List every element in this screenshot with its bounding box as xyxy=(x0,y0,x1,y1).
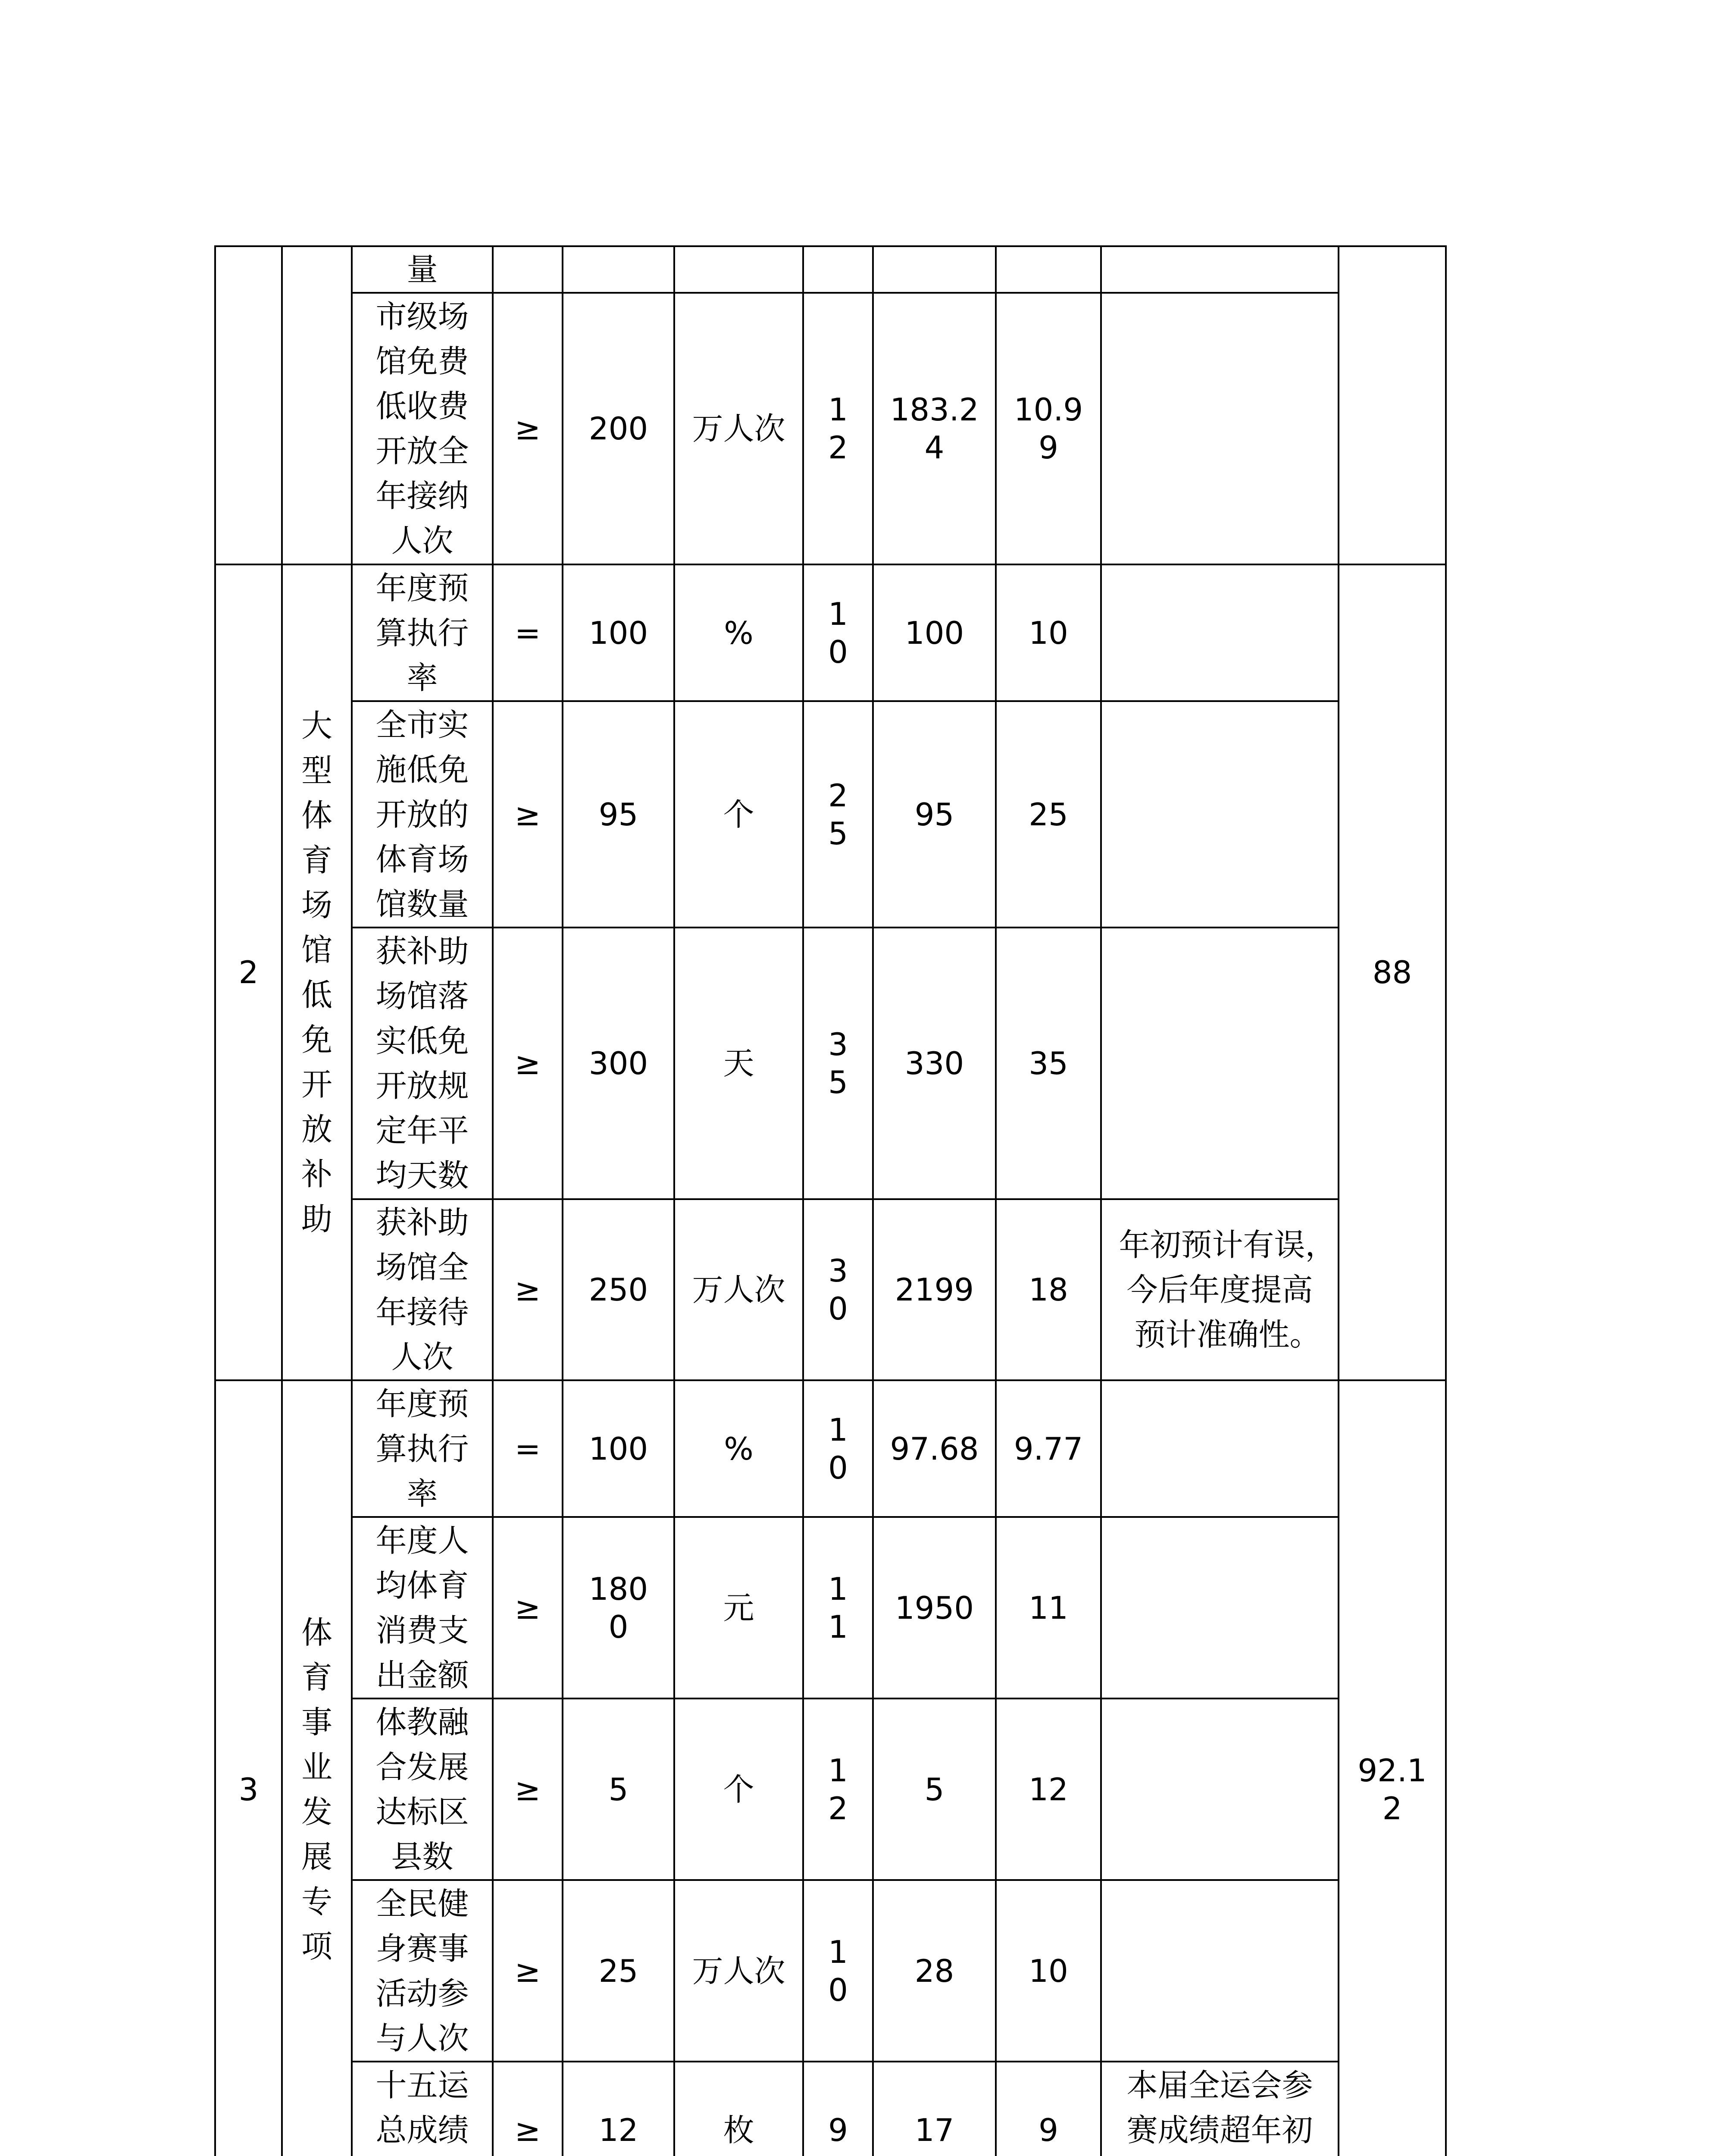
unit-cell xyxy=(674,1698,803,1880)
score: 18 xyxy=(1029,1272,1068,1308)
indicator-name: 获补助场馆全年接待人次 xyxy=(375,1204,469,1375)
unit: % xyxy=(724,614,754,651)
unit-cell xyxy=(674,701,803,928)
unit: 个 xyxy=(723,796,754,833)
empty-cell xyxy=(1101,701,1339,928)
actual-value-cell xyxy=(873,701,996,928)
score-cell xyxy=(996,701,1101,928)
total-score: 88 xyxy=(1372,954,1412,990)
performance-table xyxy=(214,245,1447,2156)
note-cell xyxy=(1101,2062,1339,2156)
target-value: 100 xyxy=(588,614,648,651)
unit: 万人次 xyxy=(692,1952,785,1989)
table-row xyxy=(215,1880,1446,2062)
weight-cell xyxy=(803,1380,873,1517)
table-row xyxy=(215,246,1446,293)
unit: 元 xyxy=(723,1589,754,1626)
project-name-cell xyxy=(282,564,352,1380)
operator: ≥ xyxy=(514,1272,541,1308)
empty-cell xyxy=(803,246,873,293)
table-row xyxy=(215,1199,1446,1380)
score: 10 xyxy=(1029,614,1068,651)
target-value: 300 xyxy=(588,1045,648,1081)
weight: 12 xyxy=(828,392,848,466)
score-cell xyxy=(996,1380,1101,1517)
score: 10.99 xyxy=(1013,392,1083,466)
target-value-cell xyxy=(563,1517,674,1698)
operator: = xyxy=(514,614,541,651)
empty-cell xyxy=(1101,1880,1339,2062)
actual-value-cell xyxy=(873,928,996,1199)
score-cell xyxy=(996,1698,1101,1880)
table-row xyxy=(215,2062,1446,2156)
table-row xyxy=(215,701,1446,928)
weight-cell xyxy=(803,928,873,1199)
unit: 万人次 xyxy=(692,1272,785,1308)
actual-value-cell xyxy=(873,1199,996,1380)
indicator-name: 全民健身赛事活动参与人次 xyxy=(375,1885,469,2056)
empty-cell xyxy=(1339,246,1446,564)
note: 本届全运会参赛成绩超年初 xyxy=(1126,2067,1313,2148)
weight: 12 xyxy=(828,1752,848,1827)
indicator-name: 量 xyxy=(407,251,438,288)
weight: 10 xyxy=(828,1411,848,1486)
score-cell xyxy=(996,928,1101,1199)
weight-cell xyxy=(803,293,873,564)
unit-cell xyxy=(674,293,803,564)
score-cell xyxy=(996,293,1101,564)
operator: ≥ xyxy=(514,1771,541,1808)
row-number: 2 xyxy=(238,954,259,990)
empty-cell xyxy=(996,246,1101,293)
operator-cell xyxy=(493,564,563,701)
weight-cell xyxy=(803,564,873,701)
project-name: 大型体育场馆低免开放补助 xyxy=(301,708,332,1237)
actual-value-cell xyxy=(873,564,996,701)
operator-cell xyxy=(493,1380,563,1517)
indicator-cell xyxy=(352,1199,493,1380)
target-value-cell xyxy=(563,293,674,564)
table-row xyxy=(215,1698,1446,1880)
project-name: 体育事业发展专项 xyxy=(301,1614,332,1965)
operator: ≥ xyxy=(514,1045,541,1081)
indicator-cell xyxy=(352,701,493,928)
operator-cell xyxy=(493,928,563,1199)
actual-value-cell xyxy=(873,1880,996,2062)
table-row xyxy=(215,293,1446,564)
actual-value: 5 xyxy=(924,1771,945,1808)
empty-cell xyxy=(1101,928,1339,1199)
target-value-cell xyxy=(563,1880,674,2062)
operator-cell xyxy=(493,293,563,564)
target-value: 250 xyxy=(588,1272,648,1308)
empty-cell xyxy=(1101,246,1339,293)
indicator-cell xyxy=(352,1517,493,1698)
total-score-cell xyxy=(1339,1380,1446,2156)
target-value: 1800 xyxy=(588,1570,648,1645)
row-number-cell xyxy=(215,564,282,1380)
indicator-cell xyxy=(352,293,493,564)
indicator-cell xyxy=(352,928,493,1199)
table-row xyxy=(215,564,1446,701)
empty-cell xyxy=(873,246,996,293)
actual-value-cell xyxy=(873,1380,996,1517)
operator-cell xyxy=(493,2062,563,2156)
actual-value-cell xyxy=(873,2062,996,2156)
row-number: 3 xyxy=(238,1771,259,1808)
total-score-cell xyxy=(1339,564,1446,1380)
weight-cell xyxy=(803,1698,873,1880)
unit-cell xyxy=(674,928,803,1199)
indicator-name: 年度人均体育消费支出金额 xyxy=(375,1522,469,1693)
indicator-name: 年度预算执行率 xyxy=(375,570,469,696)
empty-cell xyxy=(215,246,282,564)
target-value: 100 xyxy=(588,1430,648,1467)
target-value: 200 xyxy=(588,411,648,447)
actual-value: 17 xyxy=(914,2112,954,2148)
weight: 30 xyxy=(828,1253,848,1327)
empty-cell xyxy=(1101,1698,1339,1880)
indicator-name: 市级场馆免费低收费开放全年接纳人次 xyxy=(375,298,469,559)
target-value-cell xyxy=(563,1199,674,1380)
actual-value: 100 xyxy=(904,614,964,651)
weight-cell xyxy=(803,1199,873,1380)
operator: ≥ xyxy=(514,1589,541,1626)
actual-value: 95 xyxy=(914,796,954,833)
empty-cell xyxy=(493,246,563,293)
score: 9 xyxy=(1038,2112,1058,2148)
operator-cell xyxy=(493,1517,563,1698)
empty-cell xyxy=(674,246,803,293)
indicator-cell xyxy=(352,564,493,701)
weight: 25 xyxy=(828,777,848,852)
score: 12 xyxy=(1029,1771,1068,1808)
row-number-cell xyxy=(215,1380,282,2156)
operator-cell xyxy=(493,1199,563,1380)
operator-cell xyxy=(493,1698,563,1880)
operator-cell xyxy=(493,1880,563,2062)
total-score: 92.12 xyxy=(1358,1752,1427,1827)
actual-value: 330 xyxy=(904,1045,964,1081)
unit: 万人次 xyxy=(692,411,785,447)
unit: 个 xyxy=(723,1771,754,1808)
score: 10 xyxy=(1029,1952,1068,1989)
weight-cell xyxy=(803,1880,873,2062)
empty-cell xyxy=(563,246,674,293)
table-row xyxy=(215,1517,1446,1698)
empty-cell xyxy=(282,246,352,564)
unit: 枚 xyxy=(723,2112,754,2148)
indicator-name: 体教融合发展达标区县数 xyxy=(375,1704,469,1875)
empty-cell xyxy=(1101,1517,1339,1698)
actual-value: 2199 xyxy=(895,1272,974,1308)
score: 25 xyxy=(1029,796,1068,833)
unit-cell xyxy=(674,564,803,701)
note-cell xyxy=(1101,1199,1339,1380)
empty-cell xyxy=(1101,293,1339,564)
indicator-name: 全市实施低免开放的体育场馆数量 xyxy=(375,706,469,922)
weight: 11 xyxy=(828,1570,848,1645)
indicator-cell xyxy=(352,246,493,293)
target-value: 12 xyxy=(598,2112,638,2148)
score: 9.77 xyxy=(1013,1430,1083,1467)
table-row xyxy=(215,928,1446,1199)
score: 11 xyxy=(1029,1589,1068,1626)
actual-value-cell xyxy=(873,293,996,564)
actual-value: 28 xyxy=(914,1952,954,1989)
empty-cell xyxy=(1101,1380,1339,1517)
score-cell xyxy=(996,564,1101,701)
operator: ≥ xyxy=(514,411,541,447)
weight-cell xyxy=(803,1517,873,1698)
target-value-cell xyxy=(563,928,674,1199)
note: 年初预计有误，今后年度提高预计准确性。 xyxy=(1119,1227,1321,1353)
indicator-cell xyxy=(352,2062,493,2156)
weight: 9 xyxy=(828,2112,848,2148)
unit: % xyxy=(724,1430,754,1467)
indicator-name: 十五运总成绩 xyxy=(375,2067,469,2148)
indicator-cell xyxy=(352,1880,493,2062)
unit-cell xyxy=(674,1199,803,1380)
actual-value-cell xyxy=(873,1517,996,1698)
score-cell xyxy=(996,2062,1101,2156)
actual-value: 1950 xyxy=(895,1589,974,1626)
target-value-cell xyxy=(563,701,674,928)
indicator-name: 年度预算执行率 xyxy=(375,1385,469,1512)
empty-cell xyxy=(1101,564,1339,701)
target-value-cell xyxy=(563,564,674,701)
weight: 10 xyxy=(828,1934,848,2008)
actual-value-cell xyxy=(873,1698,996,1880)
unit: 天 xyxy=(723,1045,754,1081)
weight-cell xyxy=(803,701,873,928)
indicator-name: 获补助场馆落实低免开放规定年平均天数 xyxy=(375,933,469,1194)
operator-cell xyxy=(493,701,563,928)
score-cell xyxy=(996,1199,1101,1380)
indicator-cell xyxy=(352,1698,493,1880)
operator: ≥ xyxy=(514,2112,541,2148)
actual-value: 97.68 xyxy=(890,1430,979,1467)
target-value: 25 xyxy=(598,1952,638,1989)
unit-cell xyxy=(674,1880,803,2062)
target-value-cell xyxy=(563,2062,674,2156)
weight-cell xyxy=(803,2062,873,2156)
target-value-cell xyxy=(563,1698,674,1880)
target-value: 5 xyxy=(608,1771,629,1808)
indicator-cell xyxy=(352,1380,493,1517)
score-cell xyxy=(996,1880,1101,2062)
operator: ≥ xyxy=(514,1952,541,1989)
weight: 35 xyxy=(828,1026,848,1100)
unit-cell xyxy=(674,1380,803,1517)
score-cell xyxy=(996,1517,1101,1698)
operator: = xyxy=(514,1430,541,1467)
actual-value: 183.24 xyxy=(890,392,979,466)
table-row xyxy=(215,1380,1446,1517)
weight: 10 xyxy=(828,595,848,670)
unit-cell xyxy=(674,2062,803,2156)
target-value-cell xyxy=(563,1380,674,1517)
score: 35 xyxy=(1029,1045,1068,1081)
unit-cell xyxy=(674,1517,803,1698)
project-name-cell xyxy=(282,1380,352,2156)
operator: ≥ xyxy=(514,796,541,833)
target-value: 95 xyxy=(598,796,638,833)
